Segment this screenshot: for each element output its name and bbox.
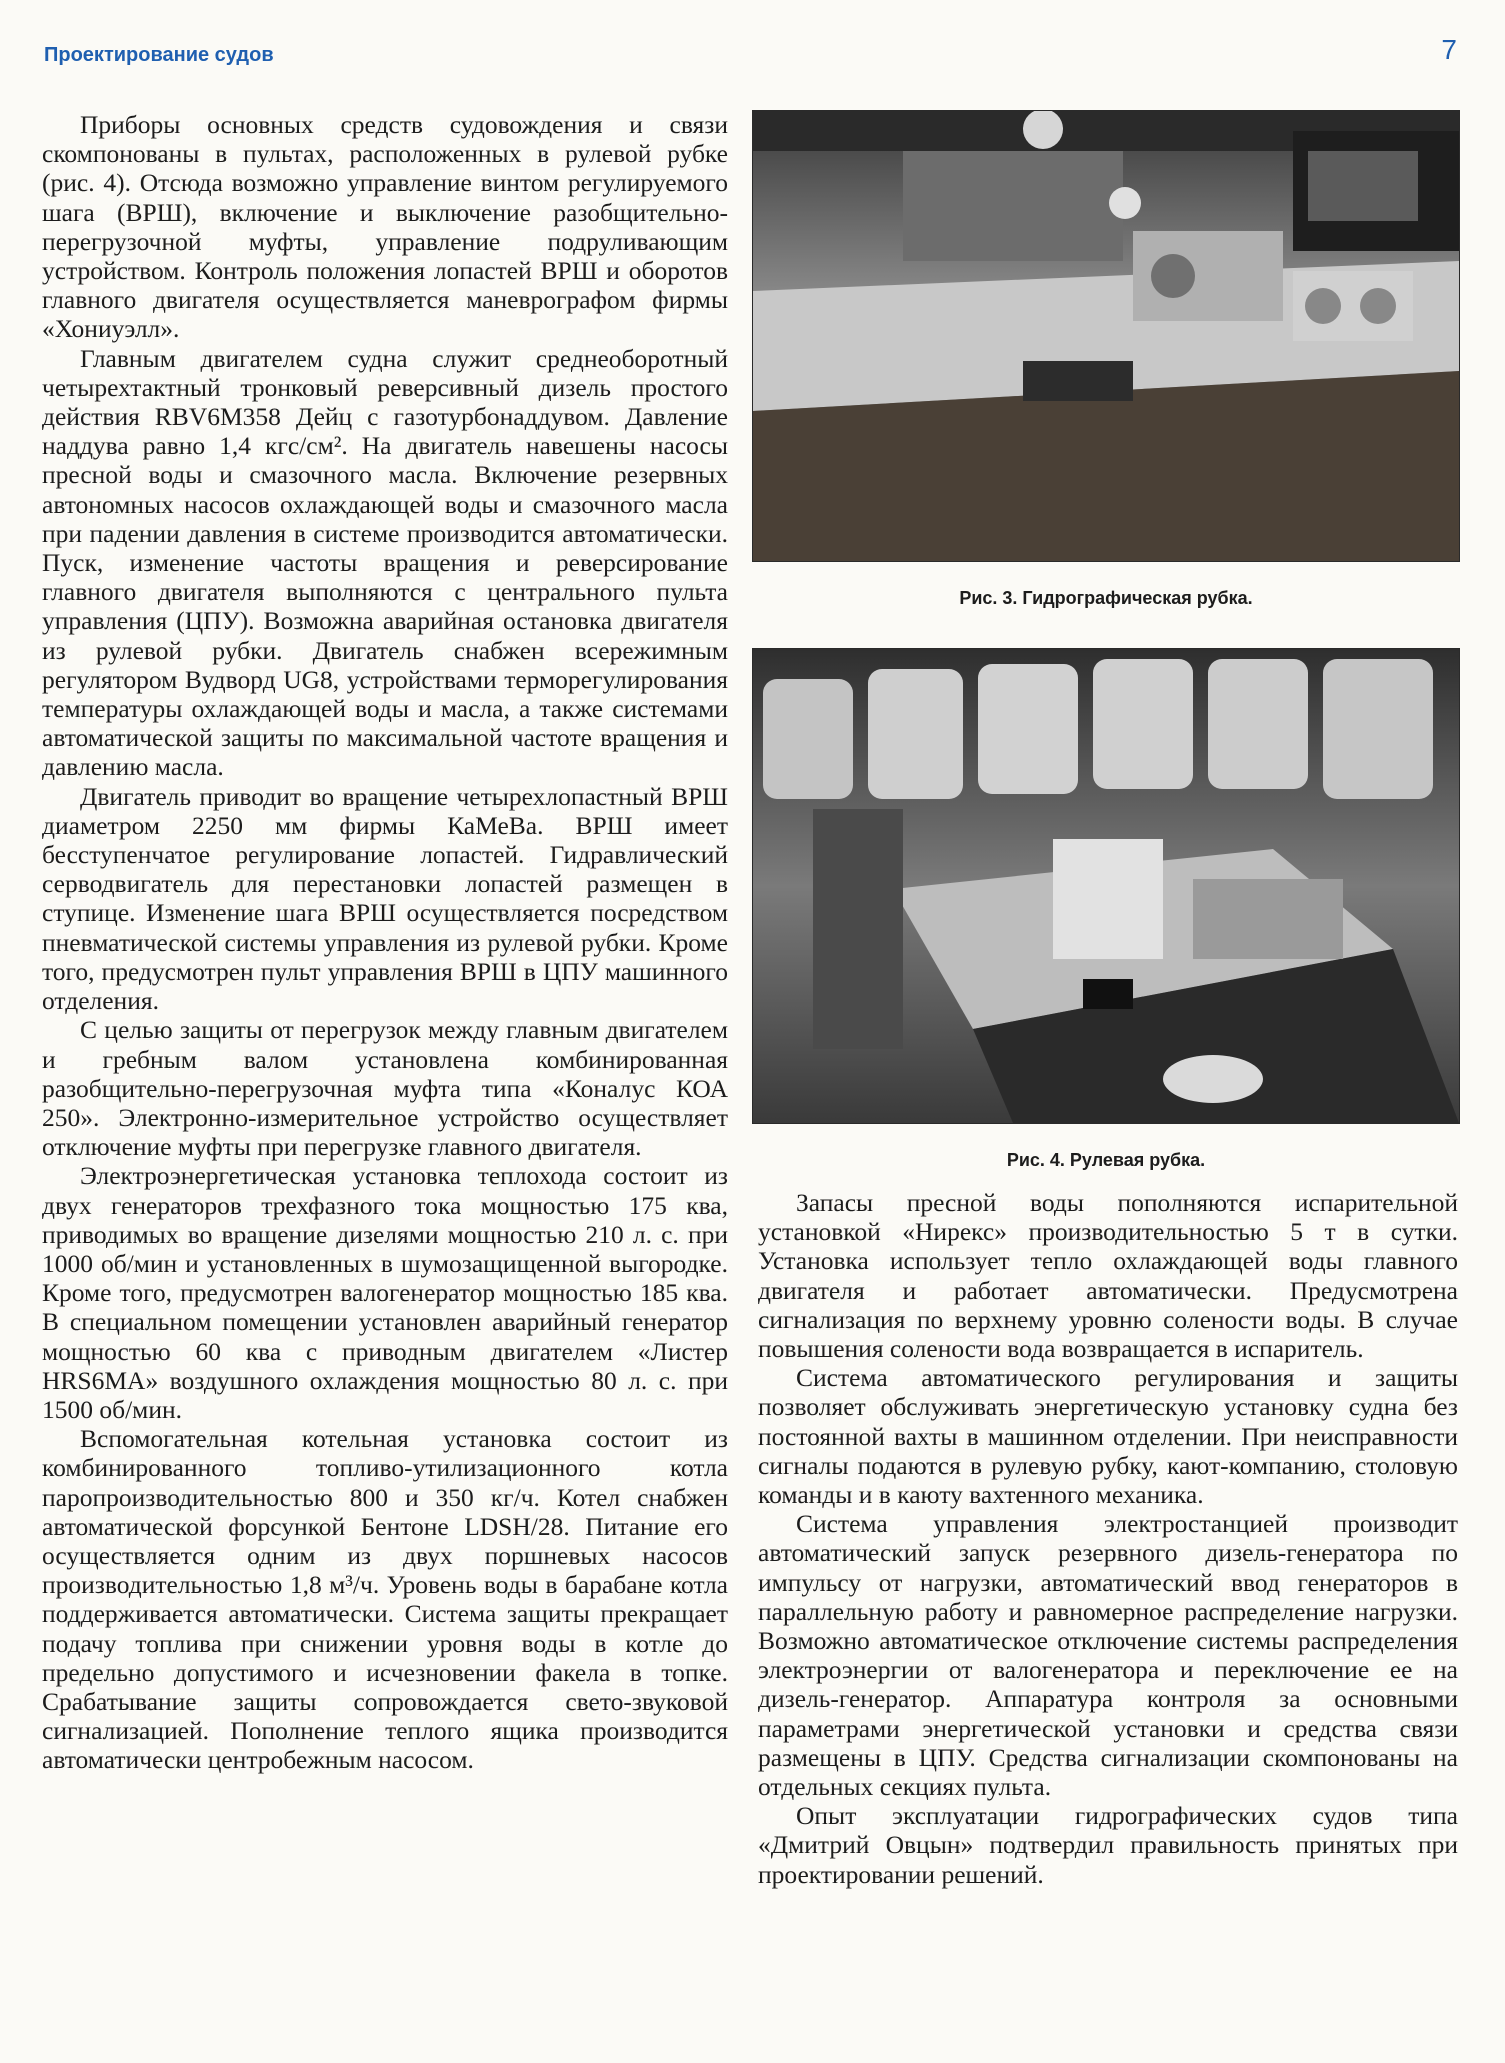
wheelhouse-photo bbox=[752, 648, 1460, 1124]
figure-4 bbox=[752, 648, 1460, 1171]
figure-3 bbox=[752, 110, 1460, 609]
figure-3-caption: Рис. 3. Гидрографическая рубка. bbox=[959, 588, 1253, 608]
running-header: Проектирование судов bbox=[44, 44, 274, 66]
paragraph: Вспомогательная котельная установка состоит из комбинированного топливо-утилизационного котла паропроизводительностью 800 и 350 кг/ч. Котел снабжен автоматической форсункой Бентоне LDSH/28. Питание его осуществляется одним из двух поршневых насосов производительностью 1,8 м³/ч. Уровень воды в барабане котла поддерживается автоматически. Система защиты прекращает подачу топлива при снижении уровня воды в котле до предельно допустимого и исчезновении факела в топке. Срабатывание защиты сопровождается свето-звуковой сигнализацией. Пополнение теплого ящика производится автоматически центробежным насосом. bbox=[42, 1424, 728, 1775]
paragraph: Опыт эксплуатации гидрографических судов типа «Дмитрий Овцын» подтвердил правильность принятых при проектировании решений. bbox=[758, 1801, 1458, 1889]
hydrographic-room-photo bbox=[752, 110, 1460, 562]
paragraph: С целью защиты от перегрузок между главным двигателем и гребным валом установлена комбинированная разобщительно-перегрузочная муфта типа «Коналус КОА 250». Электронно-измерительное устройство осуществляет отключение муфты при перегрузке главного двигателя. bbox=[42, 1015, 728, 1162]
figure-4-caption: Рис. 4. Рулевая рубка. bbox=[1006, 1150, 1206, 1170]
paragraph: Главным двигателем судна служит среднеоборотный четырехтактный тронковый реверсивный дизель простого действия RBV6M358 Дейц с газотурбонаддувом. Давление наддува равно 1,4 кгс/см². На двигатель навешены насосы пресной воды и смазочного масла. Включение резервных автономных насосов охлаждающей воды и смазочного масла при падении давления в системе производится автоматически. Пуск, изменение частоты вращения и реверсирование главного двигателя выполняются с центрального пульта управления (ЦПУ). Возможна аварийная остановка двигателя из рулевой рубки. Двигатель снабжен всережимным регулятором Вудворд UG8, устройствами терморегулирования температуры охлаждающей воды и масла, а также системами автоматической защиты по максимальной частоте вращения и давлению масла. bbox=[42, 343, 728, 782]
paragraph: Электроэнергетическая установка теплохода состоит из двух генераторов трехфазного тока мощностью 175 ква, приводимых во вращение дизелями мощностью 210 л. с. при 1000 об/мин и установленных в шумозащищенной выгородке. Кроме того, предусмотрен валогенератор мощностью 185 ква. В специальном помещении установлен аварийный генератор мощностью 60 ква с приводным двигателем «Листер HRS6MA» воздушного охлаждения мощностью 80 л. с. при 1500 об/мин. bbox=[42, 1161, 728, 1424]
paragraph: Двигатель приводит во вращение четырехлопастный ВРШ диаметром 2250 мм фирмы КаМеВа. ВРШ имеет бесступенчатое регулирование лопастей. Гидравлический серводвигатель для перестановки лопастей размещен в ступице. Изменение шага ВРШ осуществляется посредством пневматической системы управления из рулевой рубки. Кроме того, предусмотрен пульт управления ВРШ в ЦПУ машинного отделения. bbox=[42, 781, 728, 1016]
page-number: 7 bbox=[1441, 34, 1457, 65]
paragraph: Система управления электростанцией производит автоматический запуск резервного дизель-генератора по импульсу от нагрузки, автоматический ввод генераторов в параллельную работу и равномерное распределение нагрузки. Возможно автоматическое отключение системы распределения электроэнергии от валогенератора и переключение ее на дизель-генератор. Аппаратура контроля за основными параметрами энергетической установки и средства связи размещены в ЦПУ. Средства сигнализации скомпонованы на отдельных секциях пульта. bbox=[758, 1509, 1458, 1802]
paragraph: Приборы основных средств судовождения и связи скомпонованы в пультах, расположенных в рулевой рубке (рис. 4). Отсюда возможно управление винтом регулируемого шага (ВРШ), включение и выключение разобщительно-перегрузочной муфты, управление подруливающим устройством. Контроль положения лопастей ВРШ и оборотов главного двигателя осуществляется маневрографом фирмы «Хониуэлл». bbox=[42, 110, 728, 344]
paragraph: Запасы пресной воды пополняются испарительной установкой «Нирекс» производительностью 5 т в сутки. Установка использует тепло охлаждающей воды главного двигателя и работает автоматически. Предусмотрена сигнализация по верхнему уровню солености воды. В случае повышения солености вода возвращается в испаритель. bbox=[758, 1188, 1458, 1364]
right-text-column bbox=[758, 1188, 1458, 1889]
paragraph: Система автоматического регулирования и защиты позволяет обслуживать энергетическую установку судна без постоянной вахты в машинном отделении. При неисправности сигналы подаются в рулевую рубку, кают-компанию, столовую команды и в каюту вахтенного механика. bbox=[758, 1363, 1458, 1510]
left-text-column bbox=[42, 110, 728, 1775]
